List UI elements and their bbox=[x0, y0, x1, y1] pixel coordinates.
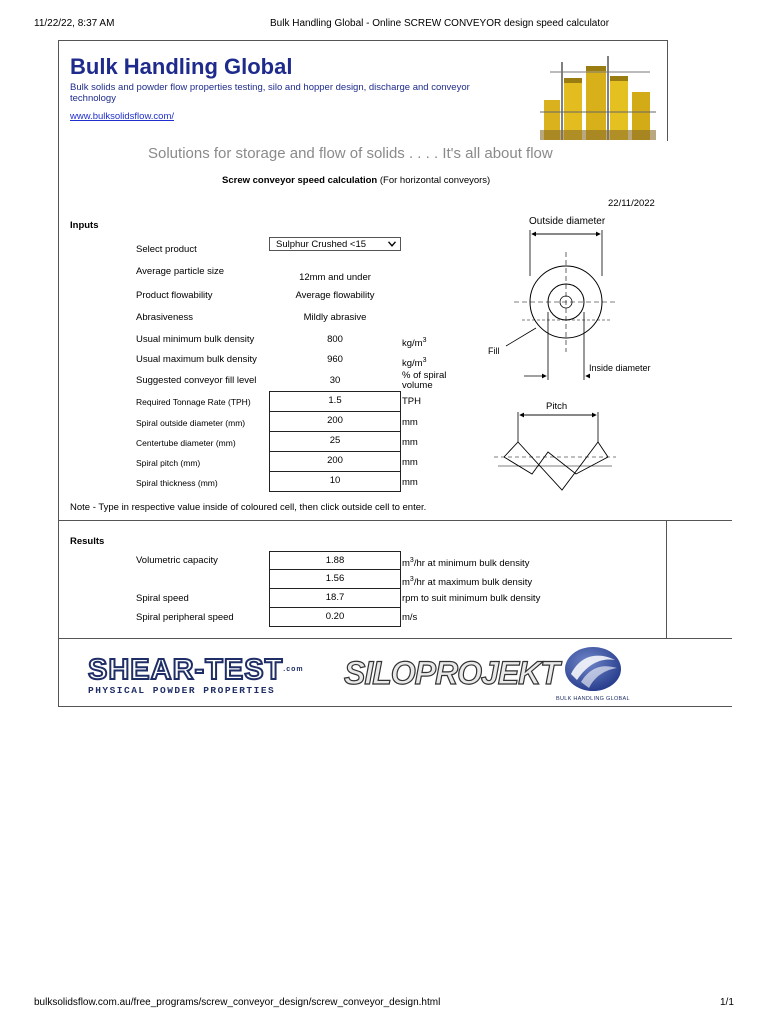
flowability-label: Product flowability bbox=[136, 290, 213, 301]
min-density-value: 800 bbox=[327, 334, 343, 345]
diagram-pitch-label: Pitch bbox=[546, 401, 568, 412]
vol-capacity-max-output: 1.56 bbox=[269, 570, 401, 589]
abrasiveness-value: Mildly abrasive bbox=[303, 312, 367, 323]
min-density-unit bbox=[402, 336, 427, 349]
calc-heading bbox=[222, 175, 490, 186]
siloprojekt-logo: SILOPROJEKT bbox=[344, 655, 559, 691]
vol-capacity-min-output: 1.88 bbox=[269, 551, 401, 570]
min-density-label: Usual minimum bulk density bbox=[136, 334, 255, 345]
spiral-speed-unit: rpm to suit minimum bulk density bbox=[402, 593, 541, 604]
avg-particle-value: 12mm and under bbox=[299, 272, 371, 283]
unit-sup: 3 bbox=[409, 557, 414, 564]
centertube-input[interactable]: 25 bbox=[269, 431, 401, 452]
screw-diagram bbox=[484, 212, 664, 502]
bhg-logo-text: BULK HANDLING GLOBAL bbox=[556, 696, 630, 702]
sheartest-wordmark: SHEAR-TEST bbox=[88, 654, 284, 686]
calc-date: 22/11/2022 bbox=[608, 198, 655, 209]
footer-url: bulksolidsflow.com.au/free_programs/screw_conveyor_design/screw_conveyor_design.html bbox=[34, 997, 441, 1008]
results-right-border bbox=[666, 520, 667, 638]
brand-link[interactable]: www.bulksolidsflow.com/ bbox=[70, 111, 175, 122]
print-page-title: Bulk Handling Global - Online SCREW CONVEYOR design speed calculator bbox=[270, 18, 610, 29]
unit-base: kg/m bbox=[402, 358, 423, 370]
peripheral-speed-output: 0.20 bbox=[269, 608, 401, 627]
unit-sup: 3 bbox=[422, 357, 427, 364]
sheartest-logo bbox=[88, 656, 314, 696]
tph-label: Required Tonnage Rate (TPH) bbox=[136, 397, 251, 407]
ct-label: Centertube diameter (mm) bbox=[136, 438, 236, 448]
peripheral-speed-unit: m/s bbox=[402, 612, 418, 623]
unit-rest: /hr at minimum bulk density bbox=[413, 558, 530, 570]
logos-bottom-rule bbox=[58, 706, 732, 707]
diagram-inside-diameter-label: Inside diameter bbox=[589, 363, 651, 373]
thickness-label: Spiral thickness (mm) bbox=[136, 478, 218, 488]
fill-level-value: 30 bbox=[329, 375, 341, 386]
chevron-down-icon bbox=[388, 241, 396, 247]
unit-rest: /hr at maximum bulk density bbox=[413, 577, 533, 589]
brand-subtitle: Bulk solids and powder flow properties testing, silo and hopper design, discharge and conveyor technology bbox=[70, 82, 470, 104]
tagline: Solutions for storage and flow of solids . . . . It's all about flow bbox=[148, 145, 553, 162]
od-unit: mm bbox=[402, 417, 418, 428]
unit-sup: 3 bbox=[422, 337, 427, 344]
results-bottom-rule bbox=[58, 638, 732, 639]
unit-base: kg/m bbox=[402, 338, 423, 350]
vol-capacity-max-unit bbox=[402, 575, 532, 588]
od-label: Spiral outside diameter (mm) bbox=[136, 418, 246, 428]
diagram-outside-diameter-label: Outside diameter bbox=[529, 216, 606, 227]
thickness-unit: mm bbox=[402, 477, 418, 488]
vol-capacity-label: Volumetric capacity bbox=[136, 555, 218, 566]
unit-sup: 3 bbox=[409, 576, 414, 583]
calc-heading-rest: (For horizontal conveyors) bbox=[377, 175, 491, 186]
max-density-label: Usual maximum bulk density bbox=[136, 354, 257, 365]
left-border bbox=[58, 140, 59, 706]
thickness-input[interactable]: 10 bbox=[269, 471, 401, 492]
calc-heading-bold: Screw conveyor speed calculation bbox=[222, 175, 378, 186]
spiral-speed-output: 18.7 bbox=[269, 589, 401, 608]
tph-unit: TPH bbox=[402, 396, 421, 407]
results-heading: Results bbox=[70, 536, 105, 547]
print-datetime: 11/22/22, 8:37 AM bbox=[34, 18, 115, 29]
fill-level-label: Suggested conveyor fill level bbox=[136, 375, 257, 386]
max-density-value: 960 bbox=[327, 354, 343, 365]
unit-base: m bbox=[402, 577, 410, 589]
flowability-value: Average flowability bbox=[295, 290, 375, 301]
sheartest-tld: .com bbox=[283, 666, 304, 673]
pitch-label: Spiral pitch (mm) bbox=[136, 458, 201, 468]
bhg-globe-icon bbox=[563, 646, 623, 694]
diagram-fill-label: Fill bbox=[488, 346, 500, 356]
abrasiveness-label: Abrasiveness bbox=[136, 312, 194, 323]
vol-capacity-min-unit bbox=[402, 556, 529, 569]
product-select[interactable] bbox=[269, 237, 401, 251]
max-density-unit bbox=[402, 356, 427, 369]
brand-title: Bulk Handling Global bbox=[70, 54, 293, 79]
pitch-input[interactable]: 200 bbox=[269, 451, 401, 472]
note-text: Note - Type in respective value inside of coloured cell, then click outside cell to enter. bbox=[70, 502, 427, 513]
peripheral-speed-label: Spiral peripheral speed bbox=[136, 612, 234, 623]
results-top-rule bbox=[58, 520, 732, 521]
tph-input[interactable]: 1.5 bbox=[269, 391, 401, 412]
ct-unit: mm bbox=[402, 437, 418, 448]
select-product-label: Select product bbox=[136, 244, 197, 255]
unit-base: m bbox=[402, 558, 410, 570]
sheartest-sub: PHYSICAL POWDER PROPERTIES bbox=[88, 685, 276, 696]
footer-page-number: 1/1 bbox=[720, 997, 734, 1008]
avg-particle-label: Average particle size bbox=[136, 266, 225, 277]
pitch-unit: mm bbox=[402, 457, 418, 468]
inputs-heading: Inputs bbox=[70, 220, 99, 231]
product-select-value: Sulphur Crushed <15 bbox=[276, 239, 367, 250]
sheartest-main bbox=[88, 656, 314, 684]
fill-level-unit: % of spiral volume bbox=[402, 370, 447, 391]
spiral-speed-label: Spiral speed bbox=[136, 593, 189, 604]
silos-image bbox=[540, 52, 656, 140]
outside-diameter-input[interactable]: 200 bbox=[269, 411, 401, 432]
